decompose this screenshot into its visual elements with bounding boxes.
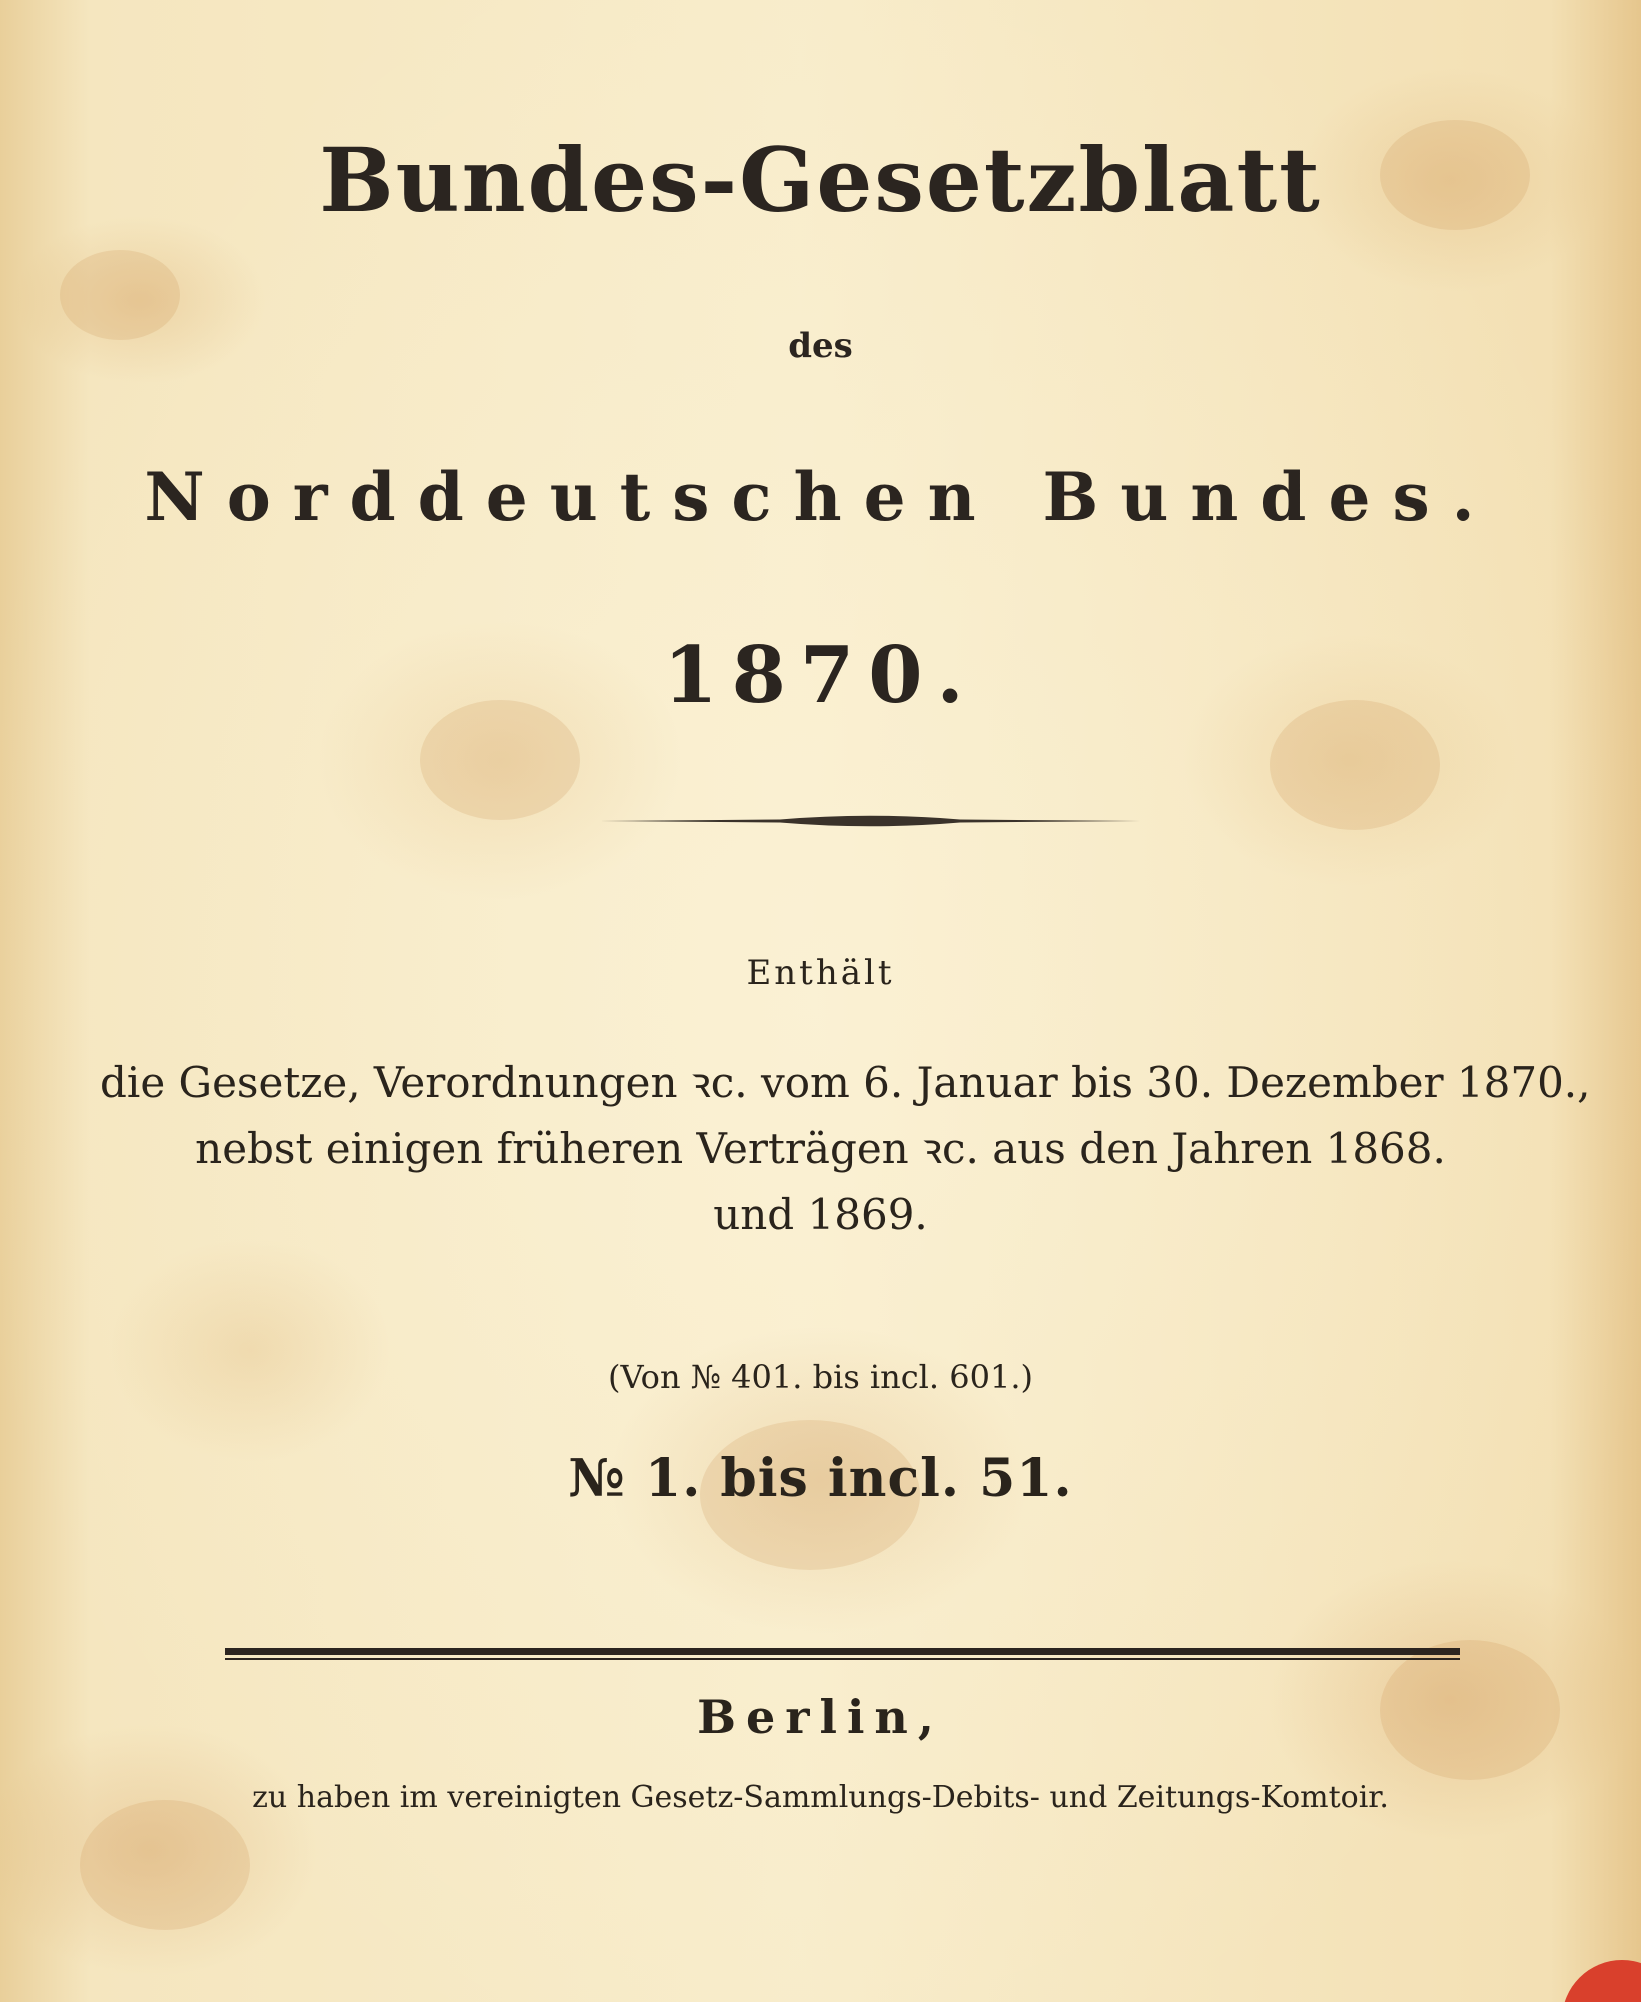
document-year: 1870. — [663, 630, 978, 721]
contains-label: Enthält — [746, 953, 895, 993]
publication-city: Berlin, — [697, 1690, 944, 1744]
rule-thick-line — [225, 1648, 1460, 1655]
publisher-line: zu haben im vereinigten Gesetz-Sammlungs-Debits- und Zeitungs-Komtoir. — [252, 1780, 1389, 1815]
description-line: und 1869. — [713, 1190, 928, 1239]
rule-thin-line — [225, 1658, 1460, 1660]
description-line: die Gesetze, Verordnungen ꝛc. vom 6. Januar bis 30. Dezember 1870., — [100, 1058, 1591, 1107]
double-rule — [225, 1648, 1460, 1662]
paper-stain — [80, 1800, 250, 1930]
document-subtitle: Norddeutschen Bundes. — [144, 458, 1497, 536]
contents-description — [100, 1050, 1591, 1248]
issue-numbers: № 1. bis incl. 51. — [568, 1448, 1073, 1509]
number-range: (Von № 401. bis incl. 601.) — [608, 1358, 1033, 1396]
description-line: nebst einigen früheren Verträgen ꝛc. aus den Jahren 1868. — [195, 1124, 1446, 1173]
title-connector: des — [788, 326, 853, 366]
ornamental-rule — [600, 810, 1140, 832]
library-seal — [1562, 1960, 1641, 2002]
document-title: Bundes-Gesetzblatt — [319, 128, 1322, 232]
